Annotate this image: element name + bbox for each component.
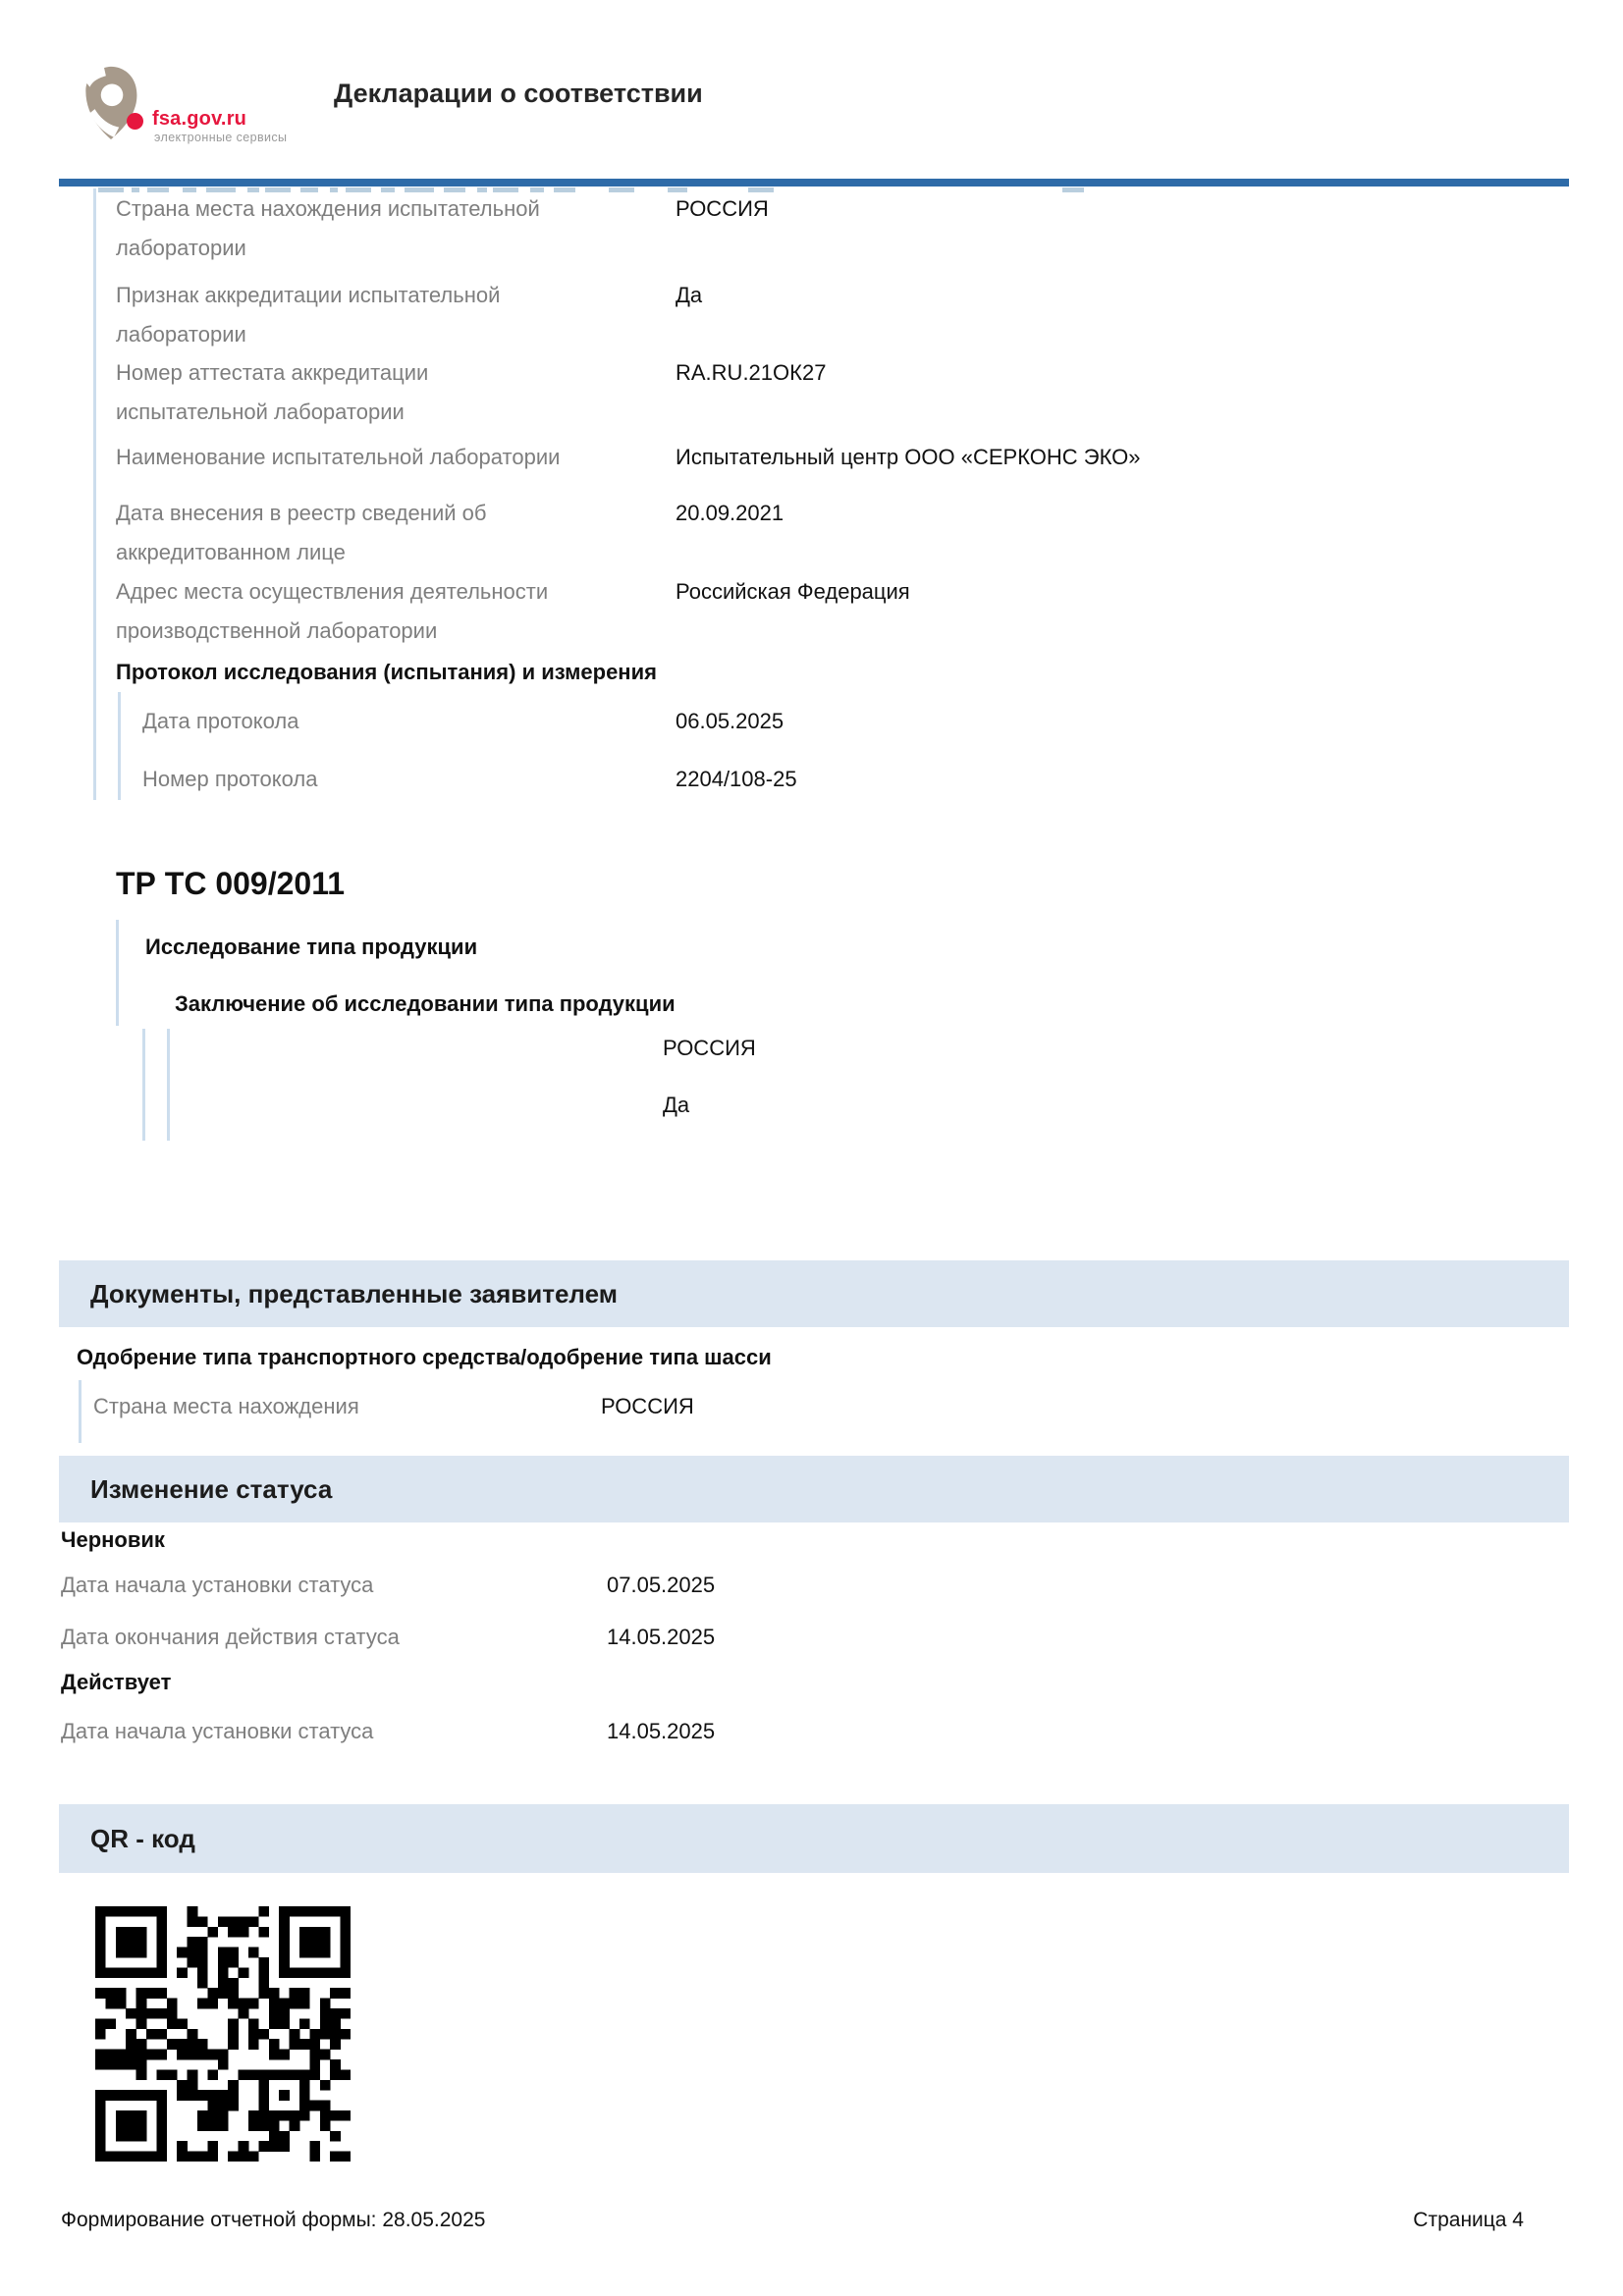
status-row-label: Дата начала установки статуса (61, 1573, 374, 1597)
tr-tc-value: РОССИЯ (663, 1036, 756, 1060)
qr-section-title: QR - код (90, 1823, 195, 1853)
qr-code (95, 1906, 351, 2162)
indent-line-trtc-inner1 (142, 1029, 145, 1141)
status-row-value: 14.05.2025 (607, 1625, 716, 1649)
lab-row-value: 20.09.2021 (676, 501, 784, 525)
status-row-label: Дата окончания действия статуса (61, 1625, 400, 1649)
footer-page-number: Страница 4 (1413, 2209, 1524, 2231)
status-section-header (59, 1456, 1569, 1522)
logo-tagline: электронные сервисы (154, 131, 288, 144)
status-group-name: Действует (61, 1670, 172, 1694)
logo-brand-text: fsa.gov.ru (152, 108, 247, 130)
lab-row-value: Да (676, 283, 703, 307)
fsa-logo-icon (82, 65, 139, 141)
indent-line-protocol (118, 692, 121, 800)
lab-row-label: Номер аттестата аккредитации испытательной лаборатории (116, 360, 429, 424)
tr-tc-value: Да (663, 1093, 690, 1117)
lab-row-label: Признак аккредитации испытательной лаборатории (116, 283, 501, 347)
protocol-row-value: 06.05.2025 (676, 709, 784, 733)
status-row-value: 07.05.2025 (607, 1573, 716, 1597)
tr-tc-heading: ТР ТС 009/2011 (116, 866, 346, 901)
logo-dot (127, 113, 143, 130)
documents-row-label: Страна места нахождения (93, 1394, 359, 1418)
documents-section-title: Документы, представленные заявителем (90, 1278, 618, 1308)
qr-section-header (59, 1804, 1569, 1873)
indent-line-trtc-inner2 (167, 1029, 170, 1141)
status-row-value: 14.05.2025 (607, 1719, 716, 1743)
protocol-row-label: Дата протокола (142, 709, 299, 733)
documents-row-value: РОССИЯ (601, 1394, 694, 1418)
lab-row-value: Российская Федерация (676, 579, 910, 604)
indent-line-documents (79, 1380, 81, 1443)
lab-row-value: RA.RU.21ОК27 (676, 360, 827, 385)
status-group-name: Черновик (61, 1527, 165, 1552)
lab-row-label: Страна места нахождения испытательной лаборатории (116, 196, 540, 260)
lab-row-label: Адрес места осуществления деятельности производственной лаборатории (116, 579, 549, 643)
indent-line-lab (93, 188, 96, 800)
documents-subheading: Одобрение типа транспортного средства/одобрение типа шасси (77, 1345, 772, 1369)
lab-row-label: Дата внесения в реестр сведений об аккредитованном лице (116, 501, 487, 564)
protocol-row-label: Номер протокола (142, 767, 318, 791)
lab-row-value: РОССИЯ (676, 196, 769, 221)
page-title: Декларации о соответствии (334, 79, 703, 108)
footer-generated-date: Формирование отчетной формы: 28.05.2025 (61, 2209, 486, 2231)
indent-line-trtc (116, 920, 119, 1026)
lab-row-label: Наименование испытательной лаборатории (116, 445, 561, 469)
status-row-label: Дата начала установки статуса (61, 1719, 374, 1743)
status-section-title: Изменение статуса (90, 1473, 333, 1504)
tr-tc-sub1: Исследование типа продукции (145, 934, 478, 959)
protocol-heading: Протокол исследования (испытания) и измерения (116, 660, 657, 684)
lab-row-value: Испытательный центр ООО «СЕРКОНС ЭКО» (676, 445, 1141, 469)
tr-tc-sub2: Заключение об исследовании типа продукции (175, 991, 676, 1016)
protocol-row-value: 2204/108-25 (676, 767, 797, 791)
documents-section-header (59, 1260, 1569, 1327)
top-accent-bar (59, 179, 1569, 187)
